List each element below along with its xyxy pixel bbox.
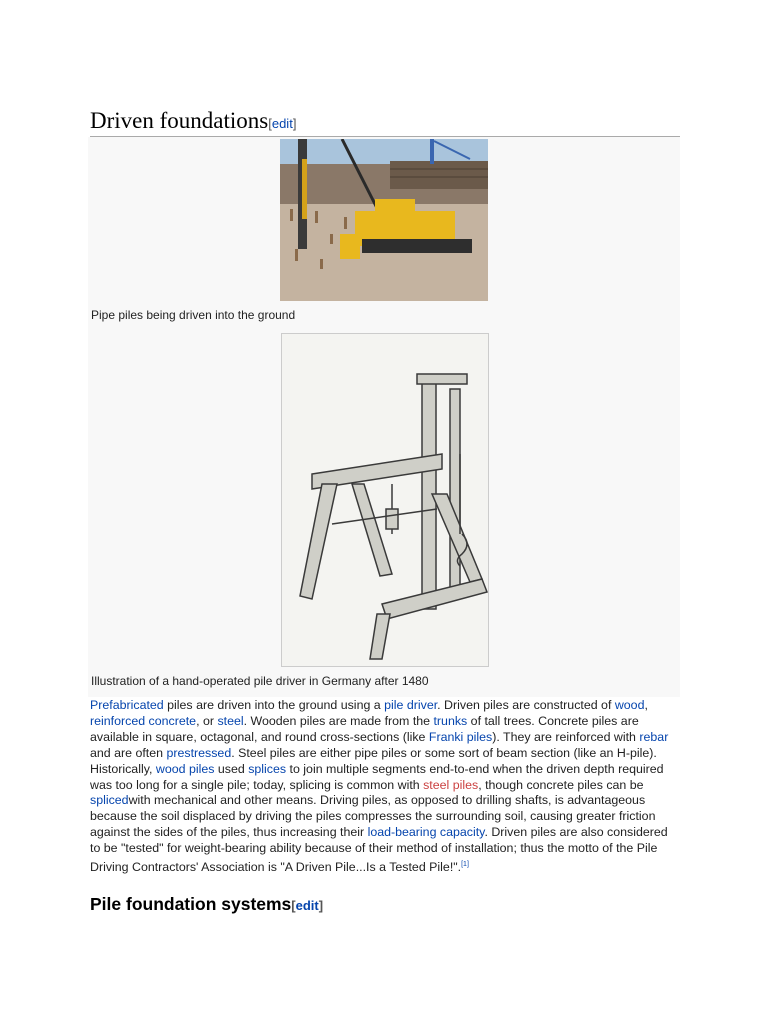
- link-prefabricated[interactable]: Prefabricated: [90, 698, 164, 712]
- section-heading-driven-foundations: [90, 108, 680, 137]
- link-splices[interactable]: splices: [248, 761, 287, 776]
- link-spliced[interactable]: spliced: [90, 793, 129, 808]
- article-paragraph: [90, 698, 680, 876]
- text: . Driven piles are also considered to be "tested" for weight-bearing ability because of their method of installation; thus the motto of the Pile Driving Contractors' Association is "A Driven Pile...Is a Tested Pile!".: [90, 825, 668, 875]
- section-title: Driven foundations: [90, 108, 269, 133]
- text: ). They are reinforced with: [492, 729, 640, 744]
- text: of tall trees. Concrete piles are available in square, octagonal, and round cross-sections (like: [90, 713, 639, 744]
- text: , though concrete piles can be: [478, 777, 644, 792]
- edit-bracket-close: ]: [318, 898, 324, 913]
- text: , or: [196, 713, 218, 728]
- text: with mechanical and other means. Driving piles, as opposed to drilling shafts, is advantageous because the soil displaced by driving the piles compresses the surrounding soil, causing greater friction against the sides of the piles, thus increasing their: [90, 793, 656, 840]
- reference-link[interactable]: [1]: [461, 861, 469, 869]
- link-franki-piles[interactable]: Franki piles: [428, 729, 493, 744]
- link-rebar[interactable]: rebar: [639, 729, 669, 744]
- figure-caption-pipe-piles: Pipe piles being driven into the ground: [91, 308, 296, 322]
- link-load-bearing-capacity[interactable]: load-bearing capacity: [367, 825, 485, 840]
- edit-bracket-open: [: [291, 898, 296, 913]
- link-reinforced-concrete[interactable]: reinforced concrete: [90, 713, 197, 728]
- link-trunks[interactable]: trunks: [433, 713, 468, 728]
- pile-driver-illustration[interactable]: [281, 333, 489, 667]
- text: used: [214, 761, 249, 776]
- edit-link[interactable]: edit: [271, 116, 293, 131]
- text: to join multiple segments end-to-end when the driven depth required was too long for a single pile; today, splicing is common with: [90, 761, 664, 792]
- link-prestressed[interactable]: prestressed: [166, 745, 232, 760]
- text: and are often: [90, 745, 167, 760]
- link-steel-piles[interactable]: steel piles: [423, 777, 479, 792]
- pile-driving-photo[interactable]: [280, 139, 488, 301]
- text: . Wooden piles are made from the: [243, 713, 434, 728]
- edit-bracket-open: [: [268, 116, 272, 131]
- text: ,: [644, 698, 648, 712]
- link-wood-piles[interactable]: wood piles: [155, 761, 215, 776]
- edit-link[interactable]: edit: [295, 898, 319, 913]
- text: piles are driven into the ground using a: [163, 698, 385, 712]
- section-heading-pile-foundation-systems: [90, 894, 323, 915]
- link-steel[interactable]: steel: [217, 713, 244, 728]
- link-pile-driver[interactable]: pile driver: [384, 698, 438, 712]
- link-wood[interactable]: wood: [614, 698, 645, 712]
- figure-caption-pile-driver-1480: Illustration of a hand-operated pile driver in Germany after 1480: [91, 674, 429, 688]
- text: . Steel piles are either pipe piles or some sort of beam section (like an H-pile). Historically,: [90, 745, 657, 776]
- text: . Driven piles are constructed of: [437, 698, 615, 712]
- edit-bracket-close: ]: [292, 116, 297, 131]
- section-title: Pile foundation systems: [90, 894, 292, 914]
